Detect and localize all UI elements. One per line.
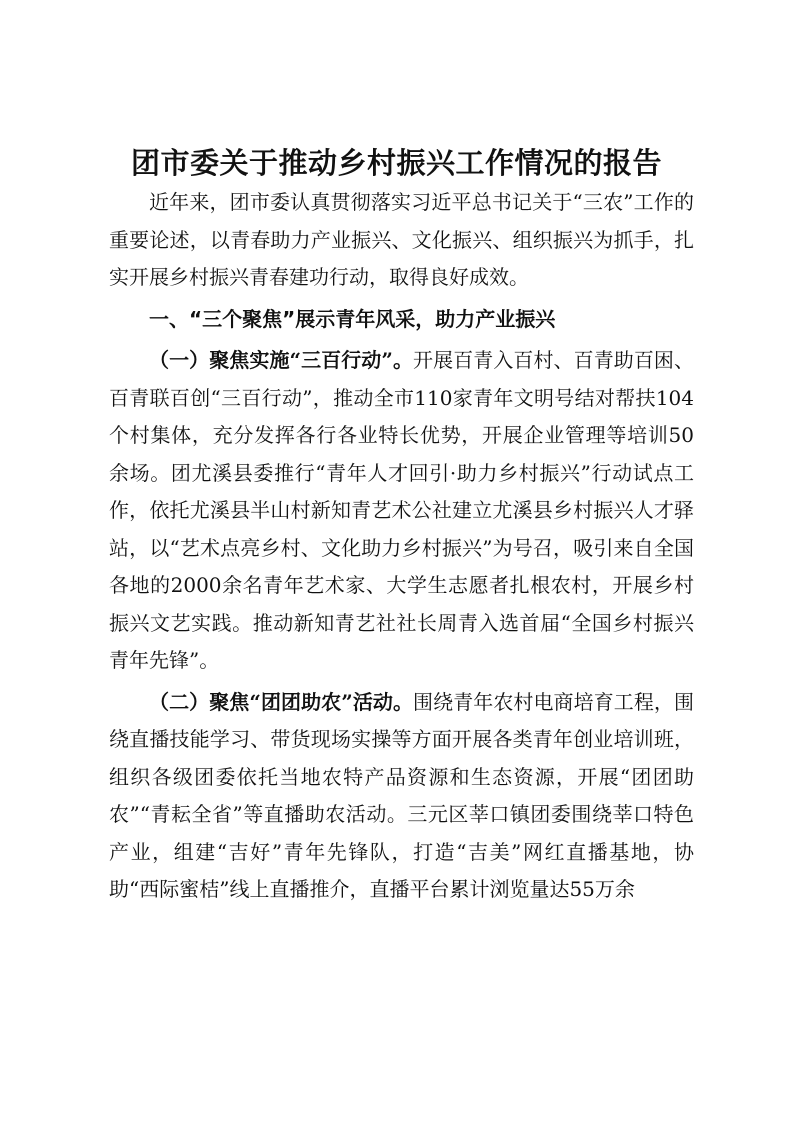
item-text-1: 开展百青入百村、百青助百困、百青联百创“三百行动”，推动全市110家青年文明号结对帮扶104个村集体，充分发挥各行各业特长优势，开展企业管理等培训50余场。团尤溪县委推行“青年人才回引·助力乡村振兴”行动试点工作，依托尤溪县半山村新知青艺术公社建立尤溪县乡村振兴人才驿站，以“艺术点亮乡村、文化助力乡村振兴”为号召，吸引来自全国各地的2000余名青年艺术家、大学生志愿者扎根农村，开展乡村振兴文艺实践。推动新知青艺社社长周青入选首届“全国乡村振兴青年先锋”。 <box>109 348 695 672</box>
item-text-2: 围绕青年农村电商培育工程，围绕直播技能学习、带货现场实操等方面开展各类青年创业培训班，组织各级团委依托当地农特产品资源和生态资源，开展“团团助农”“青耘全省”等直播助农活动。三元区莘口镇团委围绕莘口特色产业，组建“吉好”青年先锋队，打造“吉美”网红直播基地，协助“西际蜜桔”线上直播推介，直播平台累计浏览量达55万余 <box>109 689 695 901</box>
intro-paragraph: 近年来，团市委认真贯彻落实习近平总书记关于“三农”工作的重要论述，以青春助力产业振兴、文化振兴、组织振兴为抓手，扎实开展乡村振兴青春建功行动，取得良好成效。 <box>109 190 694 289</box>
document-body <box>109 184 694 909</box>
section-heading-1: 一、“三个聚焦”展示青年风采，助力产业振兴 <box>149 306 556 331</box>
document-title: 团市委关于推动乡村振兴工作情况的报告 <box>130 146 662 180</box>
item-heading-2: （二）聚焦“团团助农”活动。 <box>149 689 414 714</box>
item-heading-1: （一）聚焦实施“三百行动”。 <box>149 348 414 372</box>
paragraph-item-1 <box>109 342 694 680</box>
paragraph-item-2 <box>109 684 694 909</box>
